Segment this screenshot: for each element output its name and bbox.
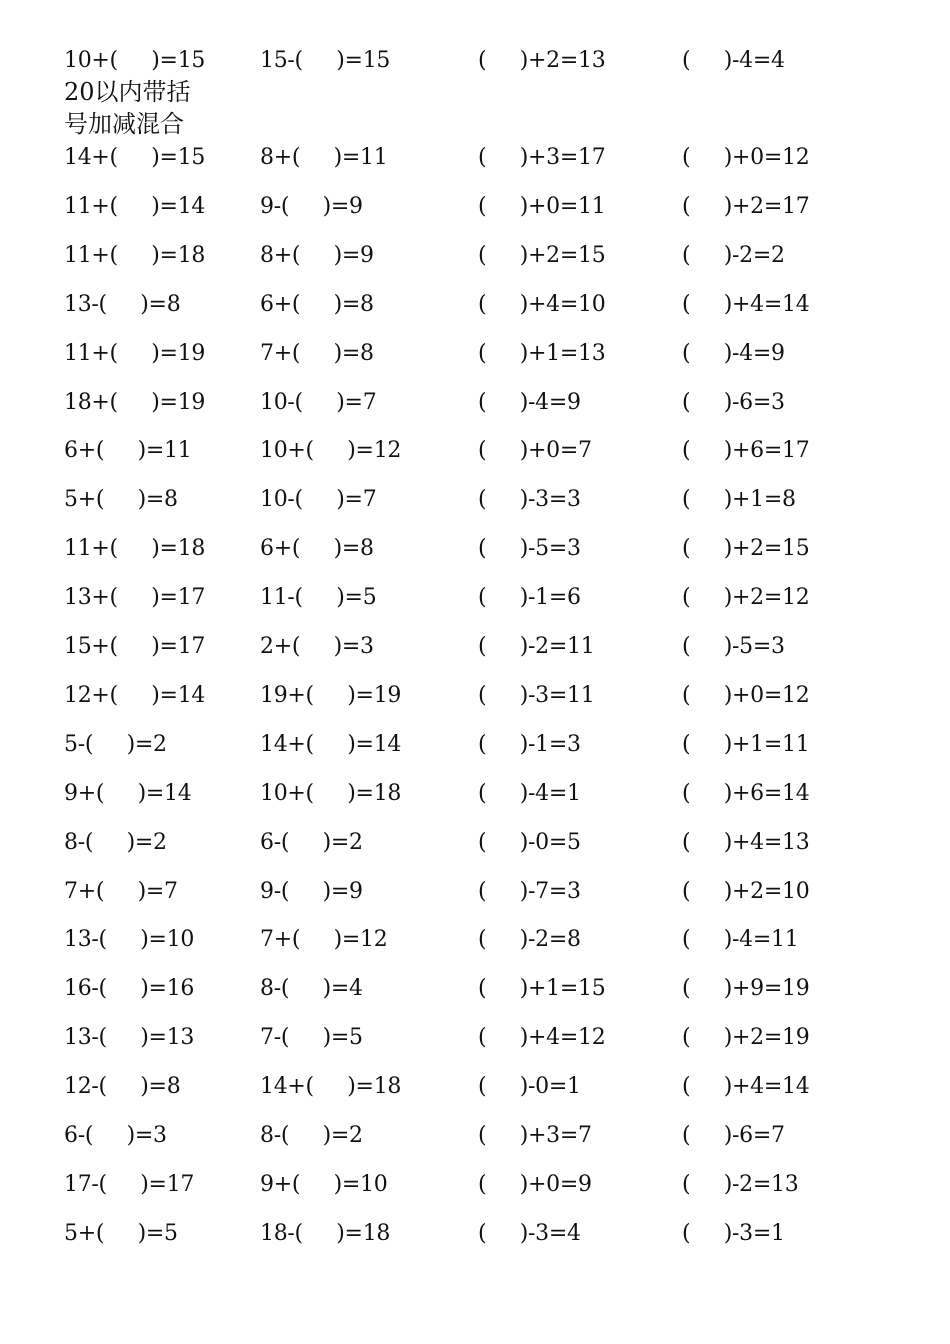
problem-cell: ( )+6=17	[682, 438, 810, 464]
problem-cell: ( )+2=17	[682, 193, 810, 219]
problem-cell: ( )-1=6	[478, 585, 581, 611]
problem-cell: 10+( )=18	[260, 780, 402, 806]
problem-cell: ( )+0=12	[682, 145, 810, 170]
problem-cell: ( )-5=3	[478, 536, 581, 562]
problem-cell: ( )+2=13	[478, 48, 606, 73]
problem-row	[0, 192, 950, 222]
problem-cell: 2+( )=3	[260, 634, 374, 659]
problem-cell: 9-( )=9	[260, 193, 363, 219]
problem-row	[0, 241, 950, 271]
problem-cell: 16-( )=16	[64, 976, 195, 1002]
problem-row	[0, 779, 950, 809]
problem-cell: ( )-2=13	[682, 1171, 799, 1197]
problem-row	[0, 583, 950, 613]
problem-cell: ( )-4=11	[682, 927, 799, 953]
problem-cell: ( )-4=4	[682, 48, 785, 73]
problem-row	[0, 485, 950, 515]
problem-cell: 9+( )=10	[260, 1171, 388, 1197]
problem-cell: 14+( )=18	[260, 1074, 402, 1100]
problem-cell: 8+( )=11	[260, 145, 388, 170]
problem-cell: 10-( )=7	[260, 389, 377, 415]
problem-cell: ( )-2=11	[478, 634, 595, 659]
problem-cell: 8-( )=4	[260, 976, 363, 1002]
problem-cell: ( )-7=3	[478, 878, 581, 904]
problem-cell: ( )+4=14	[682, 1074, 810, 1100]
problem-cell: 12+( )=14	[64, 682, 206, 708]
problem-cell: 13-( )=10	[64, 927, 195, 953]
problem-cell: 6+( )=8	[260, 536, 374, 562]
problem-cell: 14+( )=14	[260, 731, 402, 757]
problem-cell: 5-( )=2	[64, 731, 167, 757]
problem-cell: ( )-4=9	[478, 389, 581, 415]
problem-cell: 18-( )=18	[260, 1220, 391, 1246]
problem-cell: ( )+2=10	[682, 878, 810, 904]
problem-row	[0, 46, 950, 76]
problem-cell: ( )-6=7	[682, 1123, 785, 1148]
problem-row	[0, 632, 950, 662]
problem-cell: 10-( )=7	[260, 487, 377, 513]
problem-cell: 11+( )=18	[64, 536, 206, 562]
problem-cell: 7+( )=7	[64, 878, 178, 904]
problem-cell: 8-( )=2	[64, 829, 167, 855]
problem-row	[0, 1219, 950, 1249]
problem-cell: ( )+2=12	[682, 585, 810, 611]
problem-cell: ( )+2=15	[682, 536, 810, 562]
worksheet-title: 20以内带括 号加减混合	[64, 78, 191, 138]
problem-cell: ( )+1=8	[682, 487, 796, 513]
problem-cell: 6+( )=11	[64, 438, 192, 464]
problem-cell: 9+( )=14	[64, 780, 192, 806]
problem-cell: ( )+3=7	[478, 1123, 592, 1148]
problem-cell: 15+( )=17	[64, 634, 206, 659]
problem-row	[0, 436, 950, 466]
problem-cell: 13-( )=8	[64, 291, 181, 317]
problem-cell: ( )+4=10	[478, 291, 606, 317]
problem-cell: ( )+2=19	[682, 1025, 810, 1051]
problem-cell: ( )-3=4	[478, 1220, 581, 1246]
problem-cell: ( )-1=3	[478, 731, 581, 757]
problem-row	[0, 925, 950, 955]
problem-row	[0, 339, 950, 369]
problem-cell: ( )+1=15	[478, 976, 606, 1002]
problem-cell: ( )+6=14	[682, 780, 810, 806]
problem-cell: 10+( )=15	[64, 48, 206, 73]
problem-cell: 15-( )=15	[260, 48, 391, 73]
problem-cell: ( )+4=13	[682, 829, 810, 855]
problem-cell: ( )+4=14	[682, 291, 810, 317]
problem-cell: ( )+1=11	[682, 731, 810, 757]
problem-row	[0, 1170, 950, 1200]
problem-row	[0, 1121, 950, 1151]
problem-cell: 12-( )=8	[64, 1074, 181, 1100]
problem-cell: ( )-0=1	[478, 1074, 581, 1100]
problem-cell: ( )+1=13	[478, 340, 606, 366]
problem-cell: ( )+4=12	[478, 1025, 606, 1051]
problem-row	[0, 974, 950, 1004]
problem-cell: 14+( )=15	[64, 145, 206, 170]
problem-cell: ( )-3=3	[478, 487, 581, 513]
problem-cell: 9-( )=9	[260, 878, 363, 904]
problem-cell: ( )-0=5	[478, 829, 581, 855]
problem-cell: 6-( )=2	[260, 829, 363, 855]
problem-cell: 6-( )=3	[64, 1123, 167, 1148]
problem-cell: 13-( )=13	[64, 1025, 195, 1051]
problem-cell: ( )+3=17	[478, 145, 606, 170]
problem-cell: 13+( )=17	[64, 585, 206, 611]
problem-cell: 6+( )=8	[260, 291, 374, 317]
problem-cell: ( )+0=9	[478, 1171, 592, 1197]
problem-row	[0, 388, 950, 418]
problem-row	[0, 730, 950, 760]
problem-cell: 11+( )=14	[64, 193, 206, 219]
problem-cell: 11+( )=18	[64, 242, 206, 268]
problem-cell: ( )+0=11	[478, 193, 606, 219]
problem-cell: 19+( )=19	[260, 682, 402, 708]
problem-row	[0, 290, 950, 320]
problem-cell: 7-( )=5	[260, 1025, 363, 1051]
problem-cell: ( )+9=19	[682, 976, 810, 1002]
problem-row	[0, 877, 950, 907]
problem-cell: 11+( )=19	[64, 340, 206, 366]
problem-cell: ( )-6=3	[682, 389, 785, 415]
problem-cell: 7+( )=8	[260, 340, 374, 366]
problem-cell: 7+( )=12	[260, 927, 388, 953]
problem-cell: 5+( )=8	[64, 487, 178, 513]
problem-row	[0, 1023, 950, 1053]
problem-cell: ( )-2=8	[478, 927, 581, 953]
problem-cell: 11-( )=5	[260, 585, 377, 611]
problem-row	[0, 828, 950, 858]
problem-cell: 18+( )=19	[64, 389, 206, 415]
problem-cell: ( )-3=11	[478, 682, 595, 708]
problem-cell: 10+( )=12	[260, 438, 402, 464]
problem-cell: ( )-4=9	[682, 340, 785, 366]
problem-cell: ( )-3=1	[682, 1220, 785, 1246]
problem-cell: ( )-4=1	[478, 780, 581, 806]
problem-cell: ( )+0=7	[478, 438, 592, 464]
problem-cell: 17-( )=17	[64, 1171, 195, 1197]
problem-cell: 5+( )=5	[64, 1220, 178, 1246]
problem-row	[0, 1072, 950, 1102]
problem-row	[0, 143, 950, 173]
problem-cell: ( )+2=15	[478, 242, 606, 268]
problem-cell: 8+( )=9	[260, 242, 374, 268]
problem-row	[0, 681, 950, 711]
problem-cell: 8-( )=2	[260, 1123, 363, 1148]
problem-cell: ( )-5=3	[682, 634, 785, 659]
problem-row	[0, 534, 950, 564]
problem-cell: ( )-2=2	[682, 242, 785, 268]
problem-cell: ( )+0=12	[682, 682, 810, 708]
